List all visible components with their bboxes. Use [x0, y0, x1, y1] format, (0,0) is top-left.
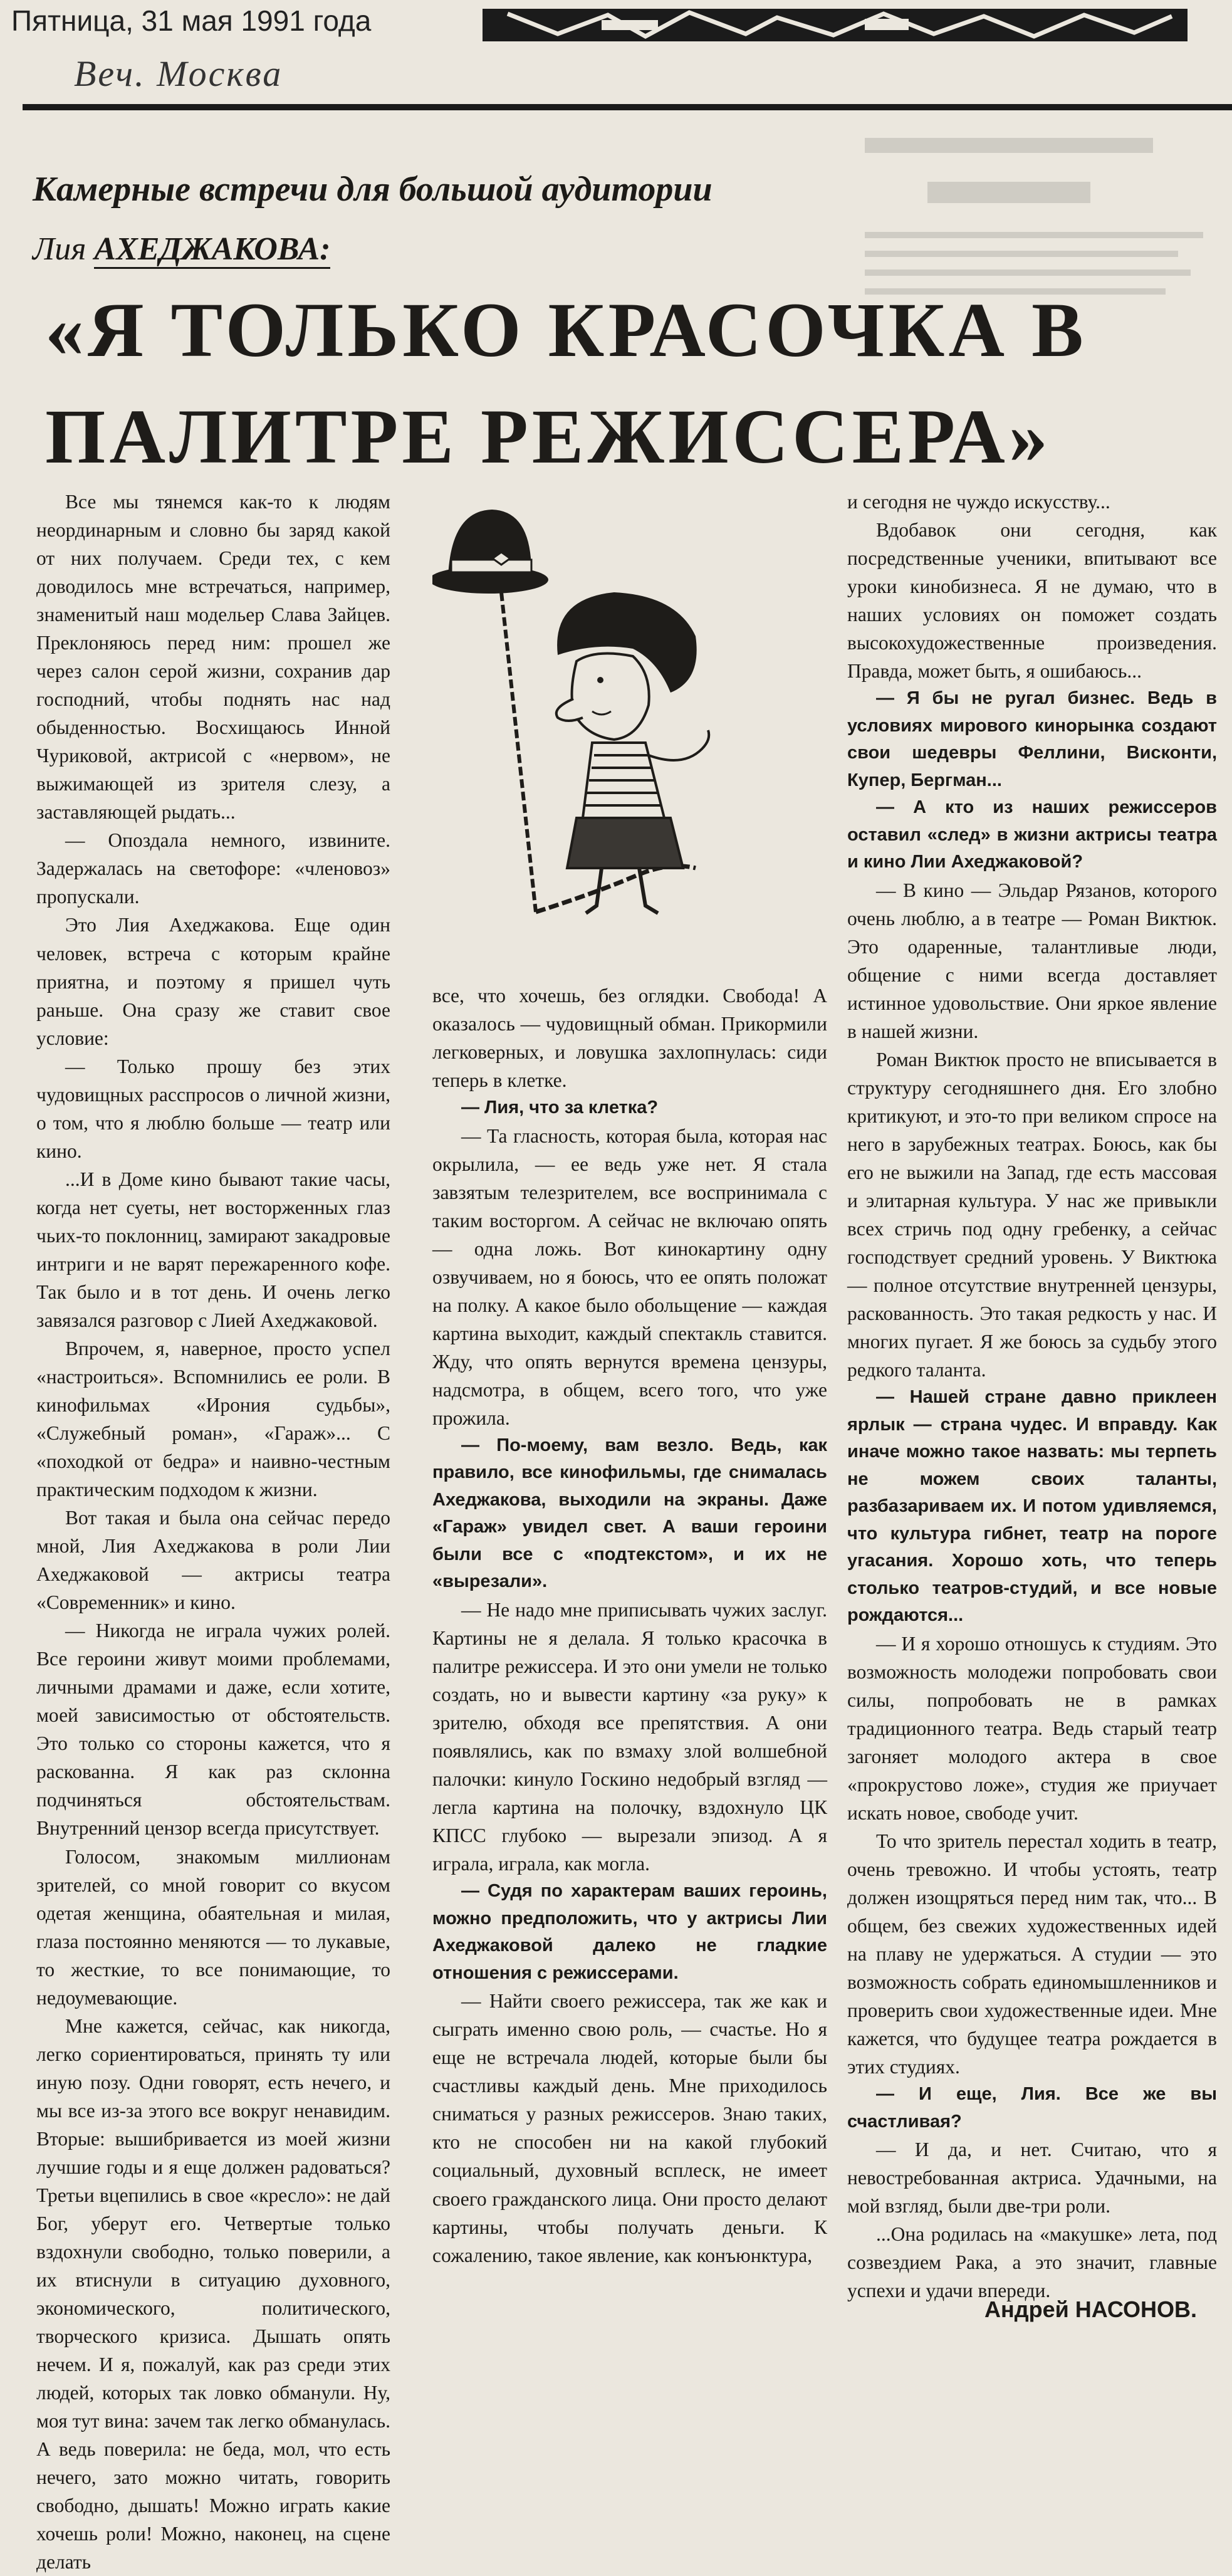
article-paragraph: — А кто из наших режиссеров оставил «след» в жизни актрисы театра и кино Лии Ахеджаковой?: [847, 797, 1217, 872]
article-paragraph: — Та гласность, которая была, которая нас окрылила, — ее ведь уже нет. Я стала завзятым телезрителем, все воспринимала с таким восторгом. А сейчас не включаю опять — одна ложь. Вот кинокартину одну озвучиваем, но я боюсь, что ее опять положат на полку. А какое было обольщение — каждая картина выходит, каждый спектакль ставится. Жду, что опять вернутся времена цензуры, надсмотра, в общем, всего того, что уже прожила.: [432, 1124, 827, 1429]
article-paragraph: — Найти своего режиссера, так же как и сыграть именно свою роль, — счастье. Но я еще не встречала людей, которые были бы счастливы каждый день. Мне приходилось сниматься у разных режиссеров. Знаю таких, кто не способен ни на какой глубокий социальный, духовный всплеск, не имеет своего гражданского лица. Они просто делают картины, чтобы получать деньги. К сожалению, такое явление, как конъюнктура,: [432, 1990, 827, 2266]
article-paragraph: Голосом, знакомым миллионам зрителей, со мной говорит со вкусом одетая женщина, обаятельная и милая, глаза постоянно меняются — то лукавые, то жесткие, то все понимающие, то недоумевающие.: [36, 1845, 390, 2009]
article-paragraph: Впрочем, я, наверное, просто успел «настроиться». Вспомнились ее роли. В кинофильмах «Ирония судьбы», «Служебный роман», «Гараж»... С «походкой от бедра» и наивно-честным практическим подходом к жизни.: [36, 1337, 390, 1501]
interviewee-surname: АХЕДЖАКОВА:: [94, 231, 330, 269]
issue-date: Пятница, 31 мая 1991 года: [11, 4, 372, 37]
article-paragraph: — Лия, что за клетка?: [461, 1097, 659, 1118]
article-paragraph: — Только прошу без этих чудовищных расспросов о личной жизни, о том, что я люблю больше — театр или кино.: [36, 1055, 390, 1162]
article-paragraph: Это Лия Ахеджакова. Еще один человек, встреча с которым крайне приятна, и поэтому я пришел чуть раньше. Она сразу же ставит свое условие:: [36, 914, 390, 1049]
article-paragraph: и сегодня не чуждо искусству...: [847, 491, 1110, 513]
article-paragraph: Роман Виктюк просто не вписывается в структуру сегодняшнего дня. Его злобно критикуют, и это-то при великом спросе на него в зарубежных театрах. Боюсь, как бы его не выжили на Запад, где есть массовая и элитарная культура. У нас же привыкли всех стричь под одну гребенку, а сейчас господствует средний уровень. У Виктюка — полное отсутствие внутренней цензуры, раскованность. Это такая редкость у нас. И многих пугает. Я же боюсь за судьбу этого редкого таланта.: [847, 1048, 1217, 1381]
masthead-banner: [483, 9, 1188, 41]
article-paragraph: все, что хочешь, без оглядки. Свобода! А оказалось — чудовищный обман. Прикормили легковерных, и ловушка захлопнулась: сиди теперь в клетке.: [432, 985, 827, 1092]
bowler-hat-icon: [432, 510, 548, 594]
header-rule: [23, 104, 1232, 110]
article-paragraph: — Судя по характерам ваших героинь, можно предположить, что у актрисы Лии Ахеджаковой далеко не гладкие отношения с режиссерами.: [432, 1881, 827, 1983]
article-paragraph: — Никогда не играла чужих ролей. Все героини живут моими проблемами, личными драмами и даже, если хотите, моей зависимостью от обстоятельств. Это только со стороны кажется, что я раскованна. Я как раз склонна подчиняться обстоятельствам. Внутренний цензор всегда присутствует.: [36, 1620, 390, 1840]
article-paragraph: — Я бы не ругал бизнес. Ведь в условиях мирового кинорынка создают свои шедевры Феллини, Висконти, Купер, Бергман...: [847, 688, 1217, 790]
handwritten-source-note: Веч. Москва: [74, 53, 283, 94]
headline-line-1: «Я ТОЛЬКО КРАСОЧКА В: [45, 287, 1087, 373]
article-paragraph: То что зритель перестал ходить в театр, очень тревожно. И чтобы устоять, театр должен изощряться перед ним так, что... В общем, без свежих художественных идей на плаву не удержаться. А студии — это возможность собрать единомышленников и проверить свои художественные идеи. Мне кажется, что будущее театра рождается в этих студиях.: [847, 1830, 1217, 2078]
interviewee-first-name: Лия: [33, 231, 86, 267]
article-paragraph: — По-моему, вам везло. Ведь, как правило, все кинофильмы, где снималась Ахеджакова, выходили на экраны. Даже «Гараж» увидел свет. А ваши героини были все с «подтекстом», и их не «вырезали».: [432, 1435, 827, 1592]
article-paragraph: Вдобавок они сегодня, как посредственные ученики, впитывают все уроки кинобизнеса. Я не думаю, что в наших условиях он поможет создать высокохудожественные произведения. Правда, может быть, я ошибаюсь...: [847, 519, 1217, 683]
article-paragraph: Мне кажется, сейчас, как никогда, легко сориентироваться, принять ту или иную позу. Одни говорят, есть нечего, и мы все из-за этого все вокруг ненавидим. Вторые: вышибривается из моей жизни лучшие годы и я еще должен радоваться? Третьи вцепились в свое «кресло»: не дай Бог, уберут его. Четвертые только вздохнули свободно, только поверили, а их втиснули в ситуацию духовного, экономического, политического, творческого кризиса. Дышать опять нечем. И я, пожалуй, как раз среди этих людей, которых так ловко обманули. Ну, моя тут вина: зачем так легко обманулась. А ведь поверила: не беда, мол, что есть нечего, зато можно читать, говорить свободно, дышать! Можно играть какие хочешь роли! Можно, наконец, на сцене делать: [36, 2014, 390, 2573]
author-signature: Андрей НАСОНОВ.: [984, 2296, 1197, 2322]
article-paragraph: — И да, и нет. Считаю, что я невостребованная актриса. Удачными, на мой взгляд, были две-три роли.: [847, 2139, 1217, 2217]
article-paragraph: Все мы тянемся как-то к людям неординарным и словно бы заряд какой от них получаем. Среди тех, с кем доводилось мне встречаться, например, знаменитый наш модельер Слава Зайцев. Преклоняюсь перед ним: прошел же через салон серой жизни, сохранив дар господний, чтобы поднять нас над обыденностью. Восхищаюсь Инной Чуриковой, актрисой с «нервом», не выжимающей из зрителя слезу, а заставляющей рыдать...: [36, 491, 390, 824]
article-column-3: [847, 488, 1217, 2305]
article-paragraph: ...Она родилась на «макушке» лета, под созвездием Рака, а это значит, главные успехи и удачи впереди.: [847, 2223, 1217, 2302]
article-paragraph: — Не надо мне приписывать чужих заслуг. Картины не я делала. Я только красочка в палитре режиссера. И это они умели не только создать, но и вывести картину «за руку» к зрителю, обходя все препятствия. А они появлялись, как по взмаху злой волшебной палочки: кинуло Госкино недобрый взгляд — легла картина на полочку, вздохнуло ЦК КПСС глубоко — вырезали эпизод. А я играла, играла, как могла.: [432, 1598, 827, 1875]
article-column-1: [36, 488, 390, 2576]
rubric-heading: Камерные встречи для большой аудитории: [33, 170, 713, 209]
headline-line-2: ПАЛИТРЕ РЕЖИССЕРА»: [45, 394, 1052, 479]
article-paragraph: — И я хорошо отношусь к студиям. Это возможность молодежи попробовать свои силы, попробовать не в рамках традиционного театра. Ведь старый театр загоняет молодого актера в свое «прокрустово ложе», студия же приучает искать новое, свободе учит.: [847, 1632, 1217, 1824]
article-paragraph: — И еще, Лия. Все же вы счастливая?: [847, 2084, 1217, 2132]
article-paragraph: — Опоздала немного, извините. Задержалась на светофоре: «членовоз» пропускали.: [36, 829, 390, 908]
article-paragraph: — В кино — Эльдар Рязанов, которого очень люблю, а в театре — Роман Виктюк. Это одаренные, талантливые люди, общение с ними всегда доставляет истинное удовольствие. Они яркое явление в нашей жизни.: [847, 879, 1217, 1042]
caricature-illustration: [432, 492, 771, 931]
article-column-2: [432, 982, 827, 2270]
article-paragraph: Вот такая и была она сейчас передо мной, Лия Ахеджакова в роли Лии Ахеджаковой — актрисы театра «Современник» и кино.: [36, 1507, 390, 1614]
article-paragraph: ...И в Доме кино бывают такие часы, когда нет суеты, нет восторженных глаз чьих-то поклонниц, замирают закадровые интриги и не варят пережаренного кофе. Так было и в тот день. И очень легко завязался разговор с Лией Ахеджаковой.: [36, 1168, 390, 1331]
interviewee-line: [33, 231, 330, 268]
article-paragraph: — Нашей стране давно приклеен ярлык — страна чудес. И вправду. Как иначе можно такое назвать: мы терпеть не можем своих таланты, разбазариваем их. И потом удивляемся, что культура гибнет, театр на пороге угасания. Хорошо хоть, что теперь столько театров-студий, и все новые рождаются...: [847, 1387, 1217, 1626]
